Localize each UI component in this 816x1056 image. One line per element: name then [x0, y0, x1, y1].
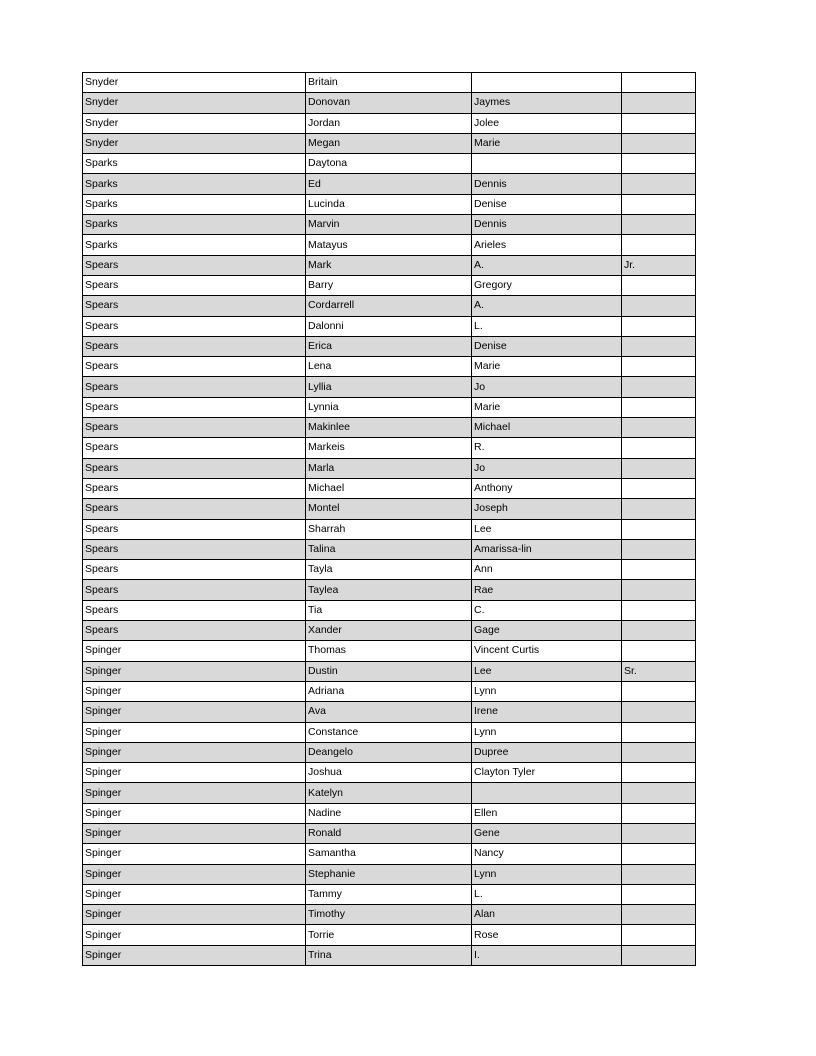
first-name-cell: Makinlee [306, 418, 472, 438]
name-roster-page [82, 72, 695, 966]
suffix-cell [622, 844, 696, 864]
suffix-cell [622, 702, 696, 722]
middle-name-cell: Lynn [472, 864, 622, 884]
first-name-cell: Adriana [306, 681, 472, 701]
last-name-cell: Spears [83, 580, 306, 600]
table-row [83, 499, 696, 519]
first-name-cell: Lyllia [306, 377, 472, 397]
last-name-cell: Snyder [83, 93, 306, 113]
suffix-cell [622, 133, 696, 153]
table-row [83, 803, 696, 823]
last-name-cell: Snyder [83, 133, 306, 153]
table-row [83, 336, 696, 356]
first-name-cell: Nadine [306, 803, 472, 823]
first-name-cell: Montel [306, 499, 472, 519]
middle-name-cell: Lynn [472, 681, 622, 701]
first-name-cell: Megan [306, 133, 472, 153]
table-row [83, 763, 696, 783]
suffix-cell [622, 600, 696, 620]
first-name-cell: Erica [306, 336, 472, 356]
first-name-cell: Sharrah [306, 519, 472, 539]
suffix-cell [622, 113, 696, 133]
table-row [83, 600, 696, 620]
middle-name-cell: Clayton Tyler [472, 763, 622, 783]
last-name-cell: Spinger [83, 925, 306, 945]
first-name-cell: Joshua [306, 763, 472, 783]
suffix-cell [622, 580, 696, 600]
table-row [83, 316, 696, 336]
table-row [83, 296, 696, 316]
middle-name-cell: Marie [472, 397, 622, 417]
suffix-cell [622, 925, 696, 945]
first-name-cell: Marla [306, 458, 472, 478]
suffix-cell [622, 93, 696, 113]
first-name-cell: Xander [306, 621, 472, 641]
first-name-cell: Deangelo [306, 742, 472, 762]
table-row [83, 235, 696, 255]
first-name-cell: Ed [306, 174, 472, 194]
suffix-cell [622, 73, 696, 93]
first-name-cell: Ronald [306, 823, 472, 843]
middle-name-cell: I. [472, 945, 622, 965]
middle-name-cell [472, 73, 622, 93]
last-name-cell: Spears [83, 560, 306, 580]
middle-name-cell [472, 783, 622, 803]
suffix-cell [622, 478, 696, 498]
table-row [83, 438, 696, 458]
middle-name-cell: Jo [472, 458, 622, 478]
middle-name-cell: Marie [472, 357, 622, 377]
suffix-cell [622, 174, 696, 194]
middle-name-cell: Jolee [472, 113, 622, 133]
suffix-cell [622, 458, 696, 478]
last-name-cell: Sparks [83, 194, 306, 214]
table-row [83, 702, 696, 722]
last-name-cell: Spinger [83, 823, 306, 843]
last-name-cell: Spears [83, 519, 306, 539]
table-row [83, 844, 696, 864]
last-name-cell: Spinger [83, 722, 306, 742]
last-name-cell: Spinger [83, 763, 306, 783]
first-name-cell: Mark [306, 255, 472, 275]
suffix-cell [622, 316, 696, 336]
last-name-cell: Spears [83, 539, 306, 559]
last-name-cell: Sparks [83, 154, 306, 174]
middle-name-cell: Ann [472, 560, 622, 580]
table-row [83, 681, 696, 701]
table-row [83, 154, 696, 174]
table-row [83, 174, 696, 194]
last-name-cell: Spinger [83, 641, 306, 661]
last-name-cell: Spears [83, 478, 306, 498]
last-name-cell: Spinger [83, 742, 306, 762]
first-name-cell: Katelyn [306, 783, 472, 803]
first-name-cell: Dalonni [306, 316, 472, 336]
middle-name-cell: Amarissa-lin [472, 539, 622, 559]
table-row [83, 621, 696, 641]
last-name-cell: Spears [83, 316, 306, 336]
first-name-cell: Timothy [306, 905, 472, 925]
suffix-cell [622, 499, 696, 519]
first-name-cell: Jordan [306, 113, 472, 133]
last-name-cell: Spears [83, 438, 306, 458]
last-name-cell: Spears [83, 357, 306, 377]
last-name-cell: Spinger [83, 945, 306, 965]
suffix-cell [622, 884, 696, 904]
last-name-cell: Sparks [83, 215, 306, 235]
last-name-cell: Spinger [83, 702, 306, 722]
suffix-cell [622, 194, 696, 214]
last-name-cell: Spears [83, 418, 306, 438]
middle-name-cell: R. [472, 438, 622, 458]
suffix-cell [622, 357, 696, 377]
table-row [83, 661, 696, 681]
middle-name-cell: Lee [472, 661, 622, 681]
middle-name-cell: Marie [472, 133, 622, 153]
table-row [83, 519, 696, 539]
middle-name-cell: L. [472, 316, 622, 336]
last-name-cell: Spears [83, 255, 306, 275]
last-name-cell: Sparks [83, 235, 306, 255]
middle-name-cell: Dupree [472, 742, 622, 762]
last-name-cell: Spinger [83, 884, 306, 904]
table-row [83, 377, 696, 397]
suffix-cell [622, 215, 696, 235]
suffix-cell [622, 803, 696, 823]
table-row [83, 539, 696, 559]
middle-name-cell: Jaymes [472, 93, 622, 113]
last-name-cell: Spears [83, 397, 306, 417]
middle-name-cell: Denise [472, 194, 622, 214]
table-row [83, 113, 696, 133]
first-name-cell: Lena [306, 357, 472, 377]
first-name-cell: Trina [306, 945, 472, 965]
last-name-cell: Spears [83, 275, 306, 295]
first-name-cell: Tayla [306, 560, 472, 580]
first-name-cell: Matayus [306, 235, 472, 255]
middle-name-cell: Rose [472, 925, 622, 945]
suffix-cell [622, 397, 696, 417]
first-name-cell: Lynnia [306, 397, 472, 417]
table-row [83, 742, 696, 762]
middle-name-cell: Ellen [472, 803, 622, 823]
middle-name-cell: Lee [472, 519, 622, 539]
suffix-cell: Jr. [622, 255, 696, 275]
table-row [83, 560, 696, 580]
last-name-cell: Spinger [83, 681, 306, 701]
last-name-cell: Snyder [83, 113, 306, 133]
suffix-cell [622, 864, 696, 884]
first-name-cell: Dustin [306, 661, 472, 681]
last-name-cell: Spinger [83, 844, 306, 864]
middle-name-cell: A. [472, 296, 622, 316]
last-name-cell: Spears [83, 296, 306, 316]
suffix-cell [622, 823, 696, 843]
last-name-cell: Spears [83, 377, 306, 397]
middle-name-cell [472, 154, 622, 174]
table-row [83, 884, 696, 904]
first-name-cell: Daytona [306, 154, 472, 174]
table-row [83, 397, 696, 417]
middle-name-cell: Gene [472, 823, 622, 843]
first-name-cell: Britain [306, 73, 472, 93]
table-row [83, 255, 696, 275]
first-name-cell: Tammy [306, 884, 472, 904]
table-row [83, 580, 696, 600]
suffix-cell [622, 275, 696, 295]
suffix-cell [622, 681, 696, 701]
last-name-cell: Spinger [83, 905, 306, 925]
middle-name-cell: Lynn [472, 722, 622, 742]
middle-name-cell: C. [472, 600, 622, 620]
first-name-cell: Tia [306, 600, 472, 620]
first-name-cell: Taylea [306, 580, 472, 600]
table-row [83, 215, 696, 235]
suffix-cell [622, 641, 696, 661]
suffix-cell [622, 235, 696, 255]
last-name-cell: Spears [83, 621, 306, 641]
suffix-cell [622, 945, 696, 965]
first-name-cell: Marvin [306, 215, 472, 235]
table-row [83, 945, 696, 965]
middle-name-cell: Nancy [472, 844, 622, 864]
last-name-cell: Spears [83, 336, 306, 356]
table-row [83, 823, 696, 843]
table-row [83, 864, 696, 884]
last-name-cell: Spinger [83, 783, 306, 803]
first-name-cell: Torrie [306, 925, 472, 945]
suffix-cell [622, 438, 696, 458]
last-name-cell: Spears [83, 499, 306, 519]
middle-name-cell: Anthony [472, 478, 622, 498]
first-name-cell: Stephanie [306, 864, 472, 884]
first-name-cell: Thomas [306, 641, 472, 661]
middle-name-cell: Dennis [472, 215, 622, 235]
suffix-cell [622, 296, 696, 316]
first-name-cell: Cordarrell [306, 296, 472, 316]
suffix-cell [622, 418, 696, 438]
table-row [83, 722, 696, 742]
table-row [83, 418, 696, 438]
middle-name-cell: A. [472, 255, 622, 275]
table-row [83, 641, 696, 661]
last-name-cell: Snyder [83, 73, 306, 93]
suffix-cell [622, 742, 696, 762]
first-name-cell: Barry [306, 275, 472, 295]
middle-name-cell: Vincent Curtis [472, 641, 622, 661]
middle-name-cell: Irene [472, 702, 622, 722]
suffix-cell [622, 519, 696, 539]
last-name-cell: Spears [83, 600, 306, 620]
middle-name-cell: Alan [472, 905, 622, 925]
table-row [83, 458, 696, 478]
first-name-cell: Lucinda [306, 194, 472, 214]
table-row [83, 73, 696, 93]
suffix-cell [622, 905, 696, 925]
suffix-cell [622, 783, 696, 803]
middle-name-cell: L. [472, 884, 622, 904]
suffix-cell [622, 560, 696, 580]
table-row [83, 905, 696, 925]
middle-name-cell: Jo [472, 377, 622, 397]
first-name-cell: Michael [306, 478, 472, 498]
first-name-cell: Donovan [306, 93, 472, 113]
table-row [83, 478, 696, 498]
last-name-cell: Spears [83, 458, 306, 478]
table-row [83, 275, 696, 295]
suffix-cell [622, 154, 696, 174]
first-name-cell: Samantha [306, 844, 472, 864]
suffix-cell [622, 539, 696, 559]
middle-name-cell: Arieles [472, 235, 622, 255]
suffix-cell [622, 377, 696, 397]
table-row [83, 194, 696, 214]
table-row [83, 925, 696, 945]
middle-name-cell: Joseph [472, 499, 622, 519]
last-name-cell: Spinger [83, 661, 306, 681]
first-name-cell: Ava [306, 702, 472, 722]
last-name-cell: Sparks [83, 174, 306, 194]
suffix-cell: Sr. [622, 661, 696, 681]
suffix-cell [622, 722, 696, 742]
suffix-cell [622, 763, 696, 783]
middle-name-cell: Rae [472, 580, 622, 600]
table-row [83, 783, 696, 803]
middle-name-cell: Michael [472, 418, 622, 438]
middle-name-cell: Dennis [472, 174, 622, 194]
last-name-cell: Spinger [83, 864, 306, 884]
middle-name-cell: Denise [472, 336, 622, 356]
last-name-cell: Spinger [83, 803, 306, 823]
middle-name-cell: Gage [472, 621, 622, 641]
table-row [83, 93, 696, 113]
suffix-cell [622, 621, 696, 641]
table-row [83, 357, 696, 377]
first-name-cell: Markeis [306, 438, 472, 458]
suffix-cell [622, 336, 696, 356]
first-name-cell: Talina [306, 539, 472, 559]
table-row [83, 133, 696, 153]
roster-body [83, 73, 696, 966]
first-name-cell: Constance [306, 722, 472, 742]
middle-name-cell: Gregory [472, 275, 622, 295]
name-roster-table [82, 72, 696, 966]
